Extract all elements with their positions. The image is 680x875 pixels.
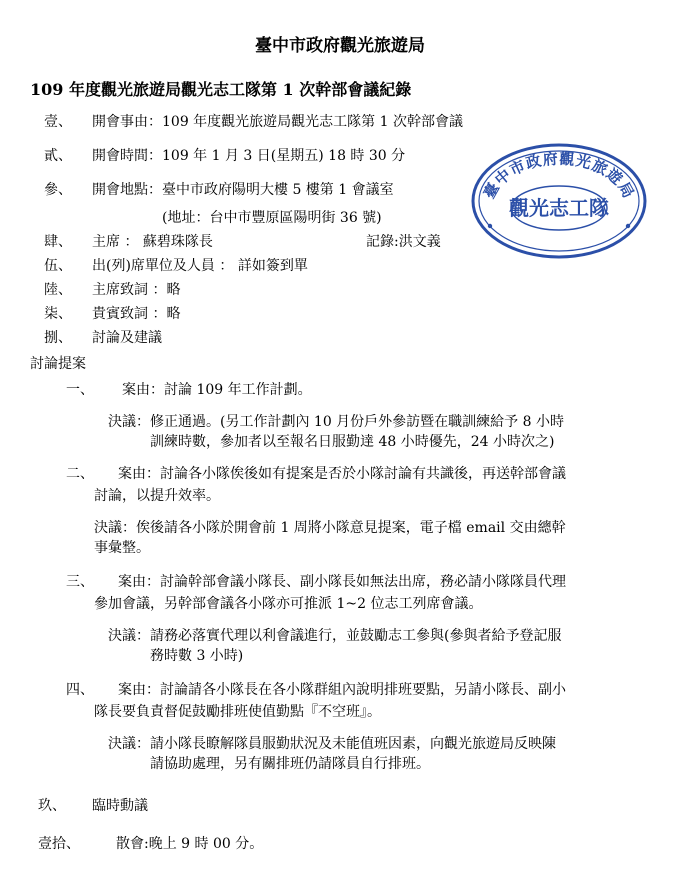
section-num-5: 伍、 bbox=[44, 258, 72, 274]
section-text-3: 開會地點：臺中市政府陽明大樓 5 樓第 1 會議室 bbox=[92, 182, 394, 198]
section-num-1: 壹、 bbox=[44, 114, 72, 130]
proposal-case-3b: 參加會議，另幹部會議各小隊亦可推派 1~2 位志工列席會議。 bbox=[94, 596, 483, 612]
section-text-5: 出(列)席單位及人員 ： 詳如簽到單 bbox=[92, 258, 308, 274]
proposal-resolution-1b: 訓練時數，參加者以至報名日服勤達 48 小時優先，24 小時次之) bbox=[150, 434, 555, 450]
proposal-case-4a: 案由：討論請各小隊長在各小隊群組內說明排班要點，另請小隊長、副小 bbox=[118, 682, 566, 698]
proposal-num-3: 三、 bbox=[66, 574, 94, 590]
section-num-7: 柒、 bbox=[44, 306, 72, 322]
closing-text-2: 散會:晚上 9 時 00 分。 bbox=[116, 836, 264, 852]
section-text-7: 貴賓致詞 ：略 bbox=[92, 306, 181, 322]
address-line: (地址：台中市豐原區陽明街 36 號) bbox=[162, 210, 382, 226]
section-num-8: 捌、 bbox=[44, 330, 72, 346]
recorder: 記錄:洪文義 bbox=[366, 234, 441, 250]
section-text-2: 開會時間：109 年 1 月 3 日(星期五) 18 時 30 分 bbox=[92, 148, 406, 164]
proposal-case-3a: 案由：討論幹部會議小隊長、副小隊長如無法出席，務必請小隊隊員代理 bbox=[118, 574, 566, 590]
volunteer-corps-seal bbox=[470, 142, 648, 260]
doc-title: 109 年度觀光旅遊局觀光志工隊第 1 次幹部會議紀錄 bbox=[30, 80, 412, 99]
proposal-resolution-1a: 決議：修正通過。(另工作計劃內 10 月份戶外參訪暨在職訓練給予 8 小時 bbox=[108, 414, 564, 430]
proposal-resolution-2b: 事彙整。 bbox=[94, 540, 150, 556]
proposal-num-4: 四、 bbox=[66, 682, 94, 698]
section-text-1: 開會事由：109 年度觀光旅遊局觀光志工隊第 1 次幹部會議 bbox=[92, 114, 463, 130]
closing-text-1: 臨時動議 bbox=[92, 798, 148, 814]
proposal-num-1: 一、 bbox=[66, 382, 94, 398]
seal-ring-text: 臺中市政府觀光旅遊局 bbox=[479, 149, 639, 202]
proposal-resolution-4b: 請協助處理，另有關排班仍請隊員自行排班。 bbox=[150, 756, 430, 772]
org-title: 臺中市政府觀光旅遊局 bbox=[255, 36, 425, 56]
section-num-6: 陸、 bbox=[44, 282, 72, 298]
proposal-case-2a: 案由：討論各小隊俟後如有提案是否於小隊討論有共識後，再送幹部會議 bbox=[118, 466, 566, 482]
seal-center-text: 觀光志工隊 bbox=[509, 196, 609, 220]
proposal-resolution-4a: 決議：請小隊長瞭解隊員服勤狀況及未能值班因素，向觀光旅遊局反映陳 bbox=[108, 736, 556, 752]
closing-num-1: 玖、 bbox=[38, 798, 66, 814]
section-text-4: 主席 ： 蘇碧珠隊長 bbox=[92, 234, 213, 250]
proposal-case-1: 案由：討論 109 年工作計劃。 bbox=[122, 382, 312, 398]
closing-num-2: 壹拾、 bbox=[38, 836, 80, 852]
proposal-case-2b: 討論，以提升效率。 bbox=[94, 488, 220, 504]
proposals-heading: 討論提案 bbox=[30, 356, 86, 372]
proposal-resolution-3a: 決議：請務必落實代理以利會議進行，並鼓勵志工參與(參與者給予登記服 bbox=[108, 628, 562, 644]
proposal-case-4b: 隊長要負責督促鼓勵排班使值勤點『不空班』。 bbox=[94, 704, 381, 720]
section-text-8: 討論及建議 bbox=[92, 330, 162, 346]
proposal-resolution-3b: 務時數 3 小時) bbox=[150, 648, 244, 664]
section-num-2: 貳、 bbox=[44, 148, 72, 164]
section-num-3: 參、 bbox=[44, 182, 72, 198]
proposal-resolution-2a: 決議：俟後請各小隊於開會前 1 周將小隊意見提案，電子檔 email 交由總幹 bbox=[94, 520, 566, 536]
section-text-6: 主席致詞 ：略 bbox=[92, 282, 181, 298]
proposal-num-2: 二、 bbox=[66, 466, 94, 482]
section-num-4: 肆、 bbox=[44, 234, 72, 250]
